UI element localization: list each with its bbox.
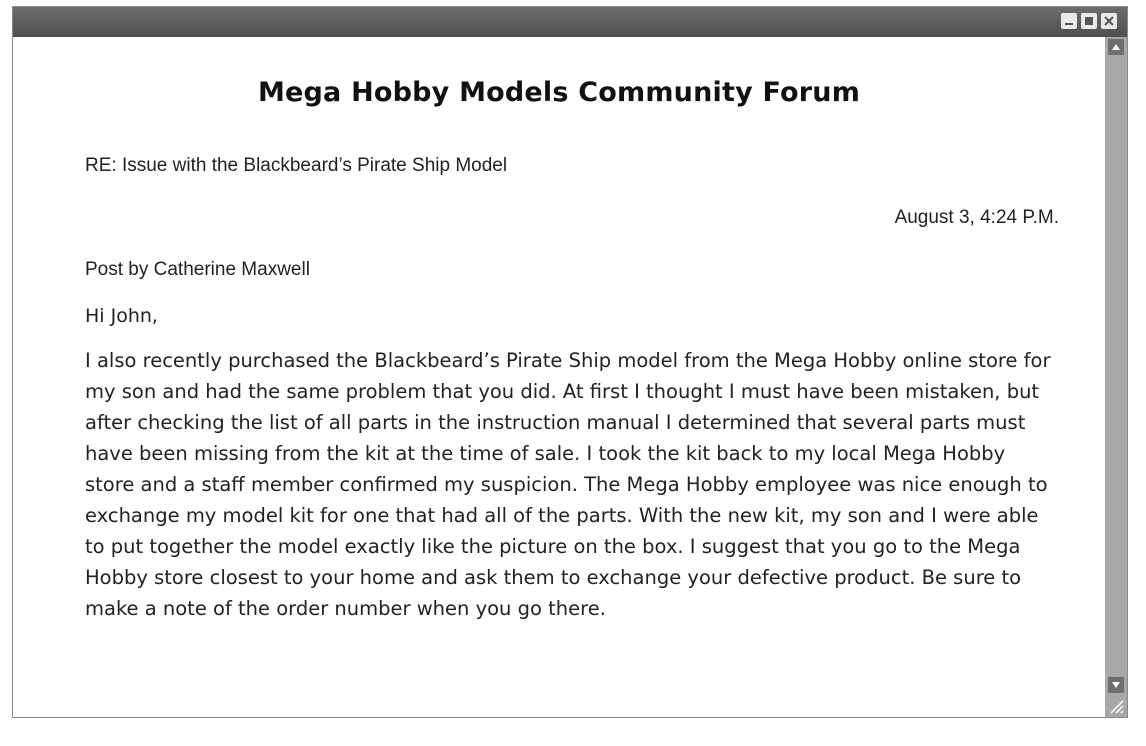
close-icon xyxy=(1104,16,1114,26)
post-timestamp: August 3, 4:24 P.M. xyxy=(894,207,1059,228)
close-button[interactable] xyxy=(1101,13,1117,29)
post-subject: RE: Issue with the Blackbeard’s Pirate Ship Model xyxy=(85,155,508,176)
post-author: Post by Catherine Maxwell xyxy=(85,259,310,280)
arrow-up-icon xyxy=(1111,43,1121,51)
minimize-icon xyxy=(1064,16,1074,26)
scroll-up-button[interactable] xyxy=(1108,39,1124,55)
scroll-down-button[interactable] xyxy=(1108,677,1124,693)
forum-title: Mega Hobby Models Community Forum xyxy=(257,77,861,108)
post-greeting: Hi John, xyxy=(85,305,158,327)
forum-window xyxy=(12,6,1128,718)
window-titlebar[interactable] xyxy=(13,7,1127,37)
arrow-down-icon xyxy=(1111,681,1121,689)
maximize-icon xyxy=(1084,16,1094,26)
maximize-button[interactable] xyxy=(1081,13,1097,29)
minimize-button[interactable] xyxy=(1061,13,1077,29)
resize-grip-icon[interactable] xyxy=(1107,697,1125,715)
vertical-scrollbar[interactable] xyxy=(1105,37,1127,717)
post-body: I also recently purchased the Blackbeard’s Pirate Ship model from the Mega Hobby online store for my son and had the same problem that you did. At first I thought I must have been mistaken, but after checking the list of all parts in the instruction manual I determined that several parts must have been missing from the kit at the time of sale. I took the kit back to my local Mega Hobby store and a staff member confirmed my suspicion. The Mega Hobby employee was nice enough to exchange my model kit for one that had all of the parts. With the new kit, my son and I were able to put together the model exactly like the picture on the box. I suggest that you go to the Mega Hobby store closest to your home and ask them to exchange your defective product. Be sure to make a note of the order number when you go there. xyxy=(85,349,1051,620)
post-content xyxy=(13,37,1105,717)
window-controls xyxy=(1061,13,1117,29)
